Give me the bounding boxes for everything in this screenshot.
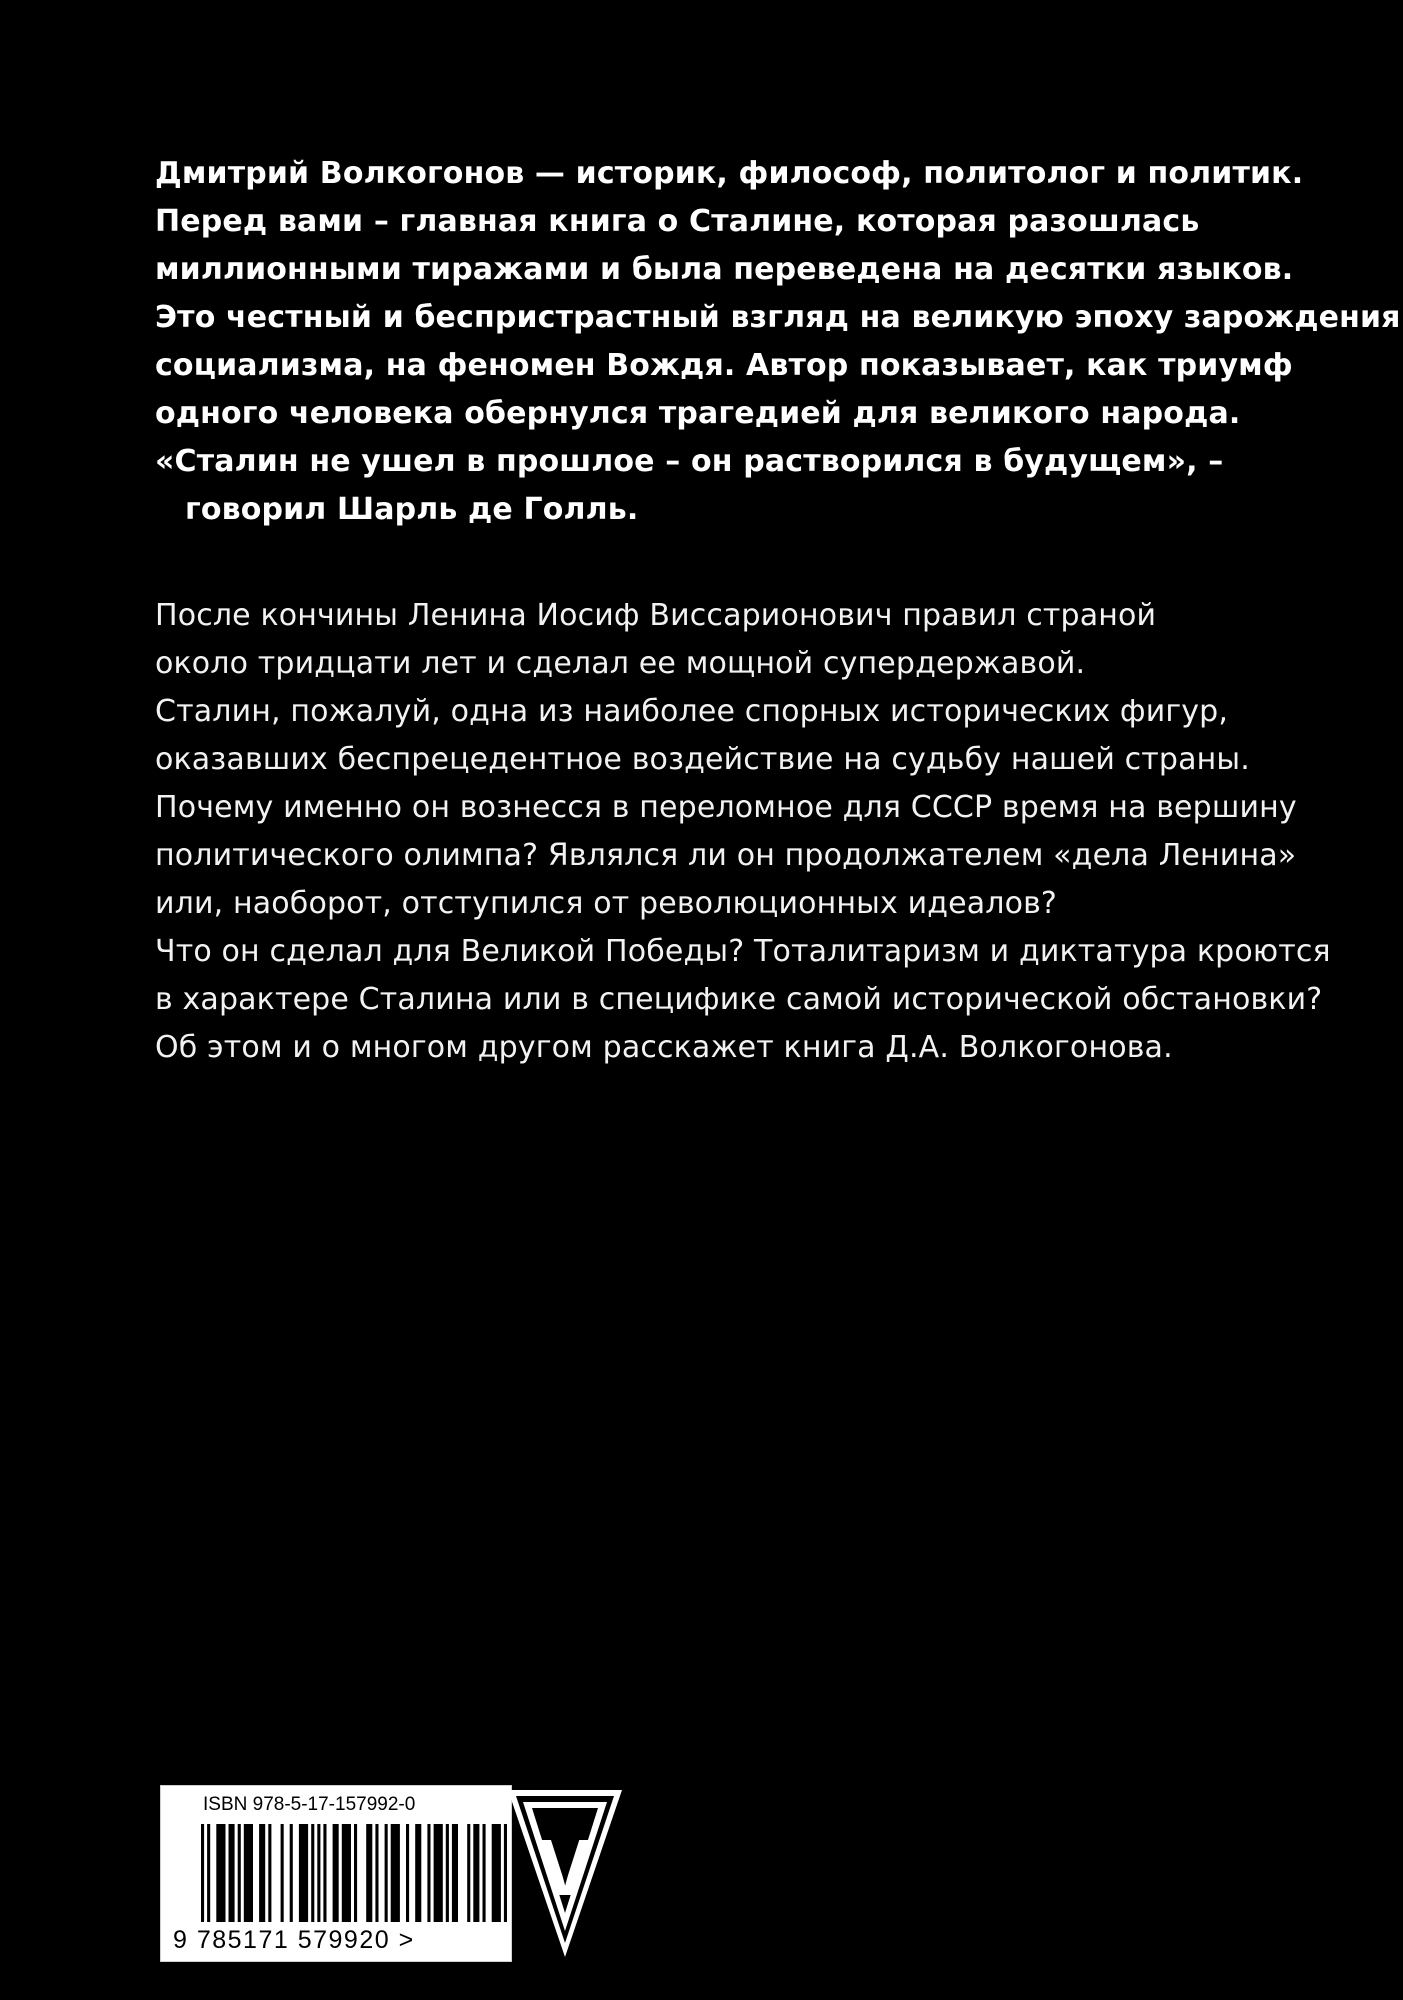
annotation-line: около тридцати лет и сделал ее мощной супердержавой.	[155, 646, 1086, 681]
annotation-line: оказавших беспрецедентное воздействие на судьбу нашей страны.	[155, 742, 1250, 777]
annotation-line: Перед вами – главная книга о Сталине, которая разошлась	[155, 204, 1200, 239]
annotation-line: «Сталин не ушел в прошлое – он растворился в будущем», –	[155, 444, 1224, 479]
isbn-barcode	[160, 1785, 512, 1962]
annotation-line: Что он сделал для Великой Победы? Тоталитаризм и диктатура кроются	[155, 934, 1331, 969]
annotation-line: говорил Шарль де Голль.	[185, 492, 639, 527]
annotation-line: миллионными тиражами и была переведена на десятки языков.	[155, 252, 1294, 287]
annotation-regular	[155, 592, 1331, 1072]
annotation-line: Почему именно он вознесся в переломное для СССР время на вершину	[155, 790, 1297, 825]
annotation-line: политического олимпа? Являлся ли он продолжателем «дела Ленина»	[155, 838, 1297, 873]
annotation-line: Дмитрий Волкогонов — историк, философ, политолог и политик.	[155, 156, 1304, 191]
publisher-logo-icon	[505, 1785, 625, 1965]
annotation-line: Сталин, пожалуй, одна из наиболее спорных исторических фигур,	[155, 694, 1229, 729]
isbn-text: ISBN 978-5-17-157992-0	[203, 1794, 416, 1815]
annotation-bold	[155, 150, 1401, 534]
annotation-line: Об этом и о многом другом расскажет книга Д.А. Волкогонова.	[155, 1030, 1173, 1065]
annotation-line: Это честный и беспристрастный взгляд на великую эпоху зарождения	[155, 300, 1401, 335]
annotation-line: в характере Сталина или в специфике самой исторической обстановки?	[155, 982, 1323, 1017]
annotation-line: одного человека обернулся трагедией для великого народа.	[155, 396, 1241, 431]
annotation-line: После кончины Ленина Иосиф Виссарионович правил страной	[155, 598, 1157, 633]
logo-letter: V	[538, 1823, 592, 1912]
barcode-digits: 9 785171 579920 >	[173, 1926, 415, 1954]
annotation-line: социализма, на феномен Вождя. Автор показывает, как триумф	[155, 348, 1293, 383]
annotation-line: или, наоборот, отступился от революционных идеалов?	[155, 886, 1057, 921]
